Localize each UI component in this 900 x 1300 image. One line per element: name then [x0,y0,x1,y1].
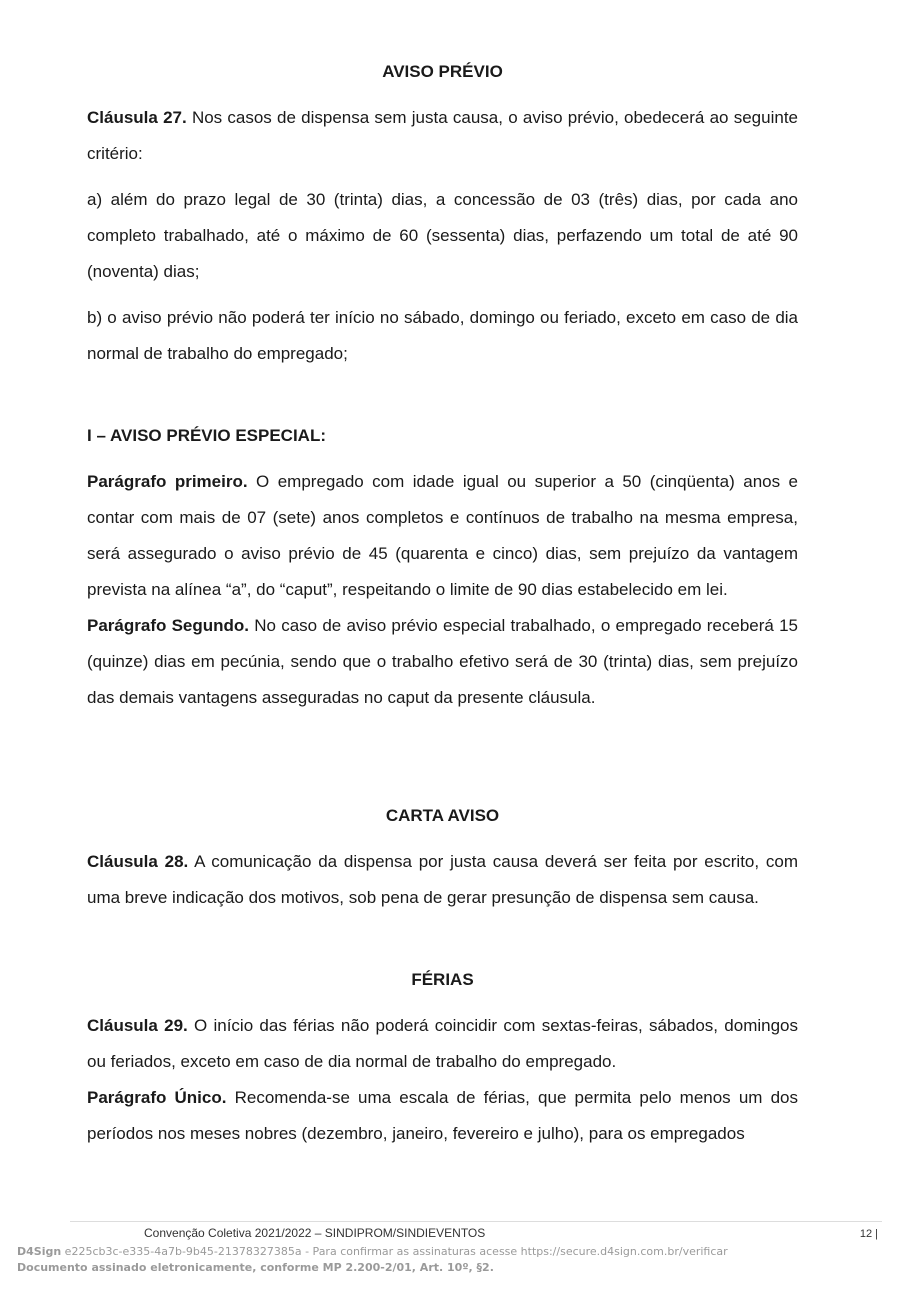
clause-27-label: Cláusula 27. [87,108,187,127]
clause-28-label: Cláusula 28. [87,852,189,871]
paragraph-primeiro [87,464,798,608]
clause-27-text: Nos casos de dispensa sem justa causa, o aviso prévio, obedecerá ao seguinte critério: [87,108,798,163]
page-footer [70,1221,882,1240]
paragraph-primeiro-text: O empregado com idade igual ou superior a 50 (cinqüenta) anos e contar com mais de 07 (sete) anos completos e contínuos de trabalho na mesma empresa, será assegurado o aviso prévio de 45 (quarenta e cinco) dias, sem prejuízo da vantagem prevista na alínea “a”, do “caput”, respeitando o limite de 90 dias estabelecido em lei. [87,472,799,599]
section-title-carta-aviso: CARTA AVISO [385,806,500,825]
document-page [87,54,798,1152]
paragraph-segundo [87,608,798,716]
clause-29-label: Cláusula 29. [87,1016,188,1035]
clause-29-text: O início das férias não poderá coincidir com sextas-feiras, sábados, domingos ou feriados, exceto em caso de dia normal de trabalho do empregado. [87,1016,798,1071]
clause-27 [87,100,798,172]
clause-27-item-b: b) o aviso prévio não poderá ter início no sábado, domingo ou feriado, exceto em caso de dia normal de trabalho do empregado; [87,308,798,363]
clause-28 [87,844,798,916]
section-title-aviso-previo-especial: I – AVISO PRÉVIO ESPECIAL: [87,426,326,445]
paragraph-unico-text: Recomenda-se uma escala de férias, que permita pelo menos um dos períodos nos meses nobres (dezembro, janeiro, fevereiro e julho), para os empregados [87,1088,798,1143]
paragraph-unico [87,1080,798,1152]
paragraph-unico-label: Parágrafo Único. [87,1088,227,1107]
signature-line-1 [17,1245,728,1258]
paragraph-primeiro-label: Parágrafo primeiro. [87,472,248,491]
clause-29 [87,1008,798,1080]
clause-28-text: A comunicação da dispensa por justa causa deverá ser feita por escrito, com uma breve indicação dos motivos, sob pena de gerar presunção de dispensa sem causa. [87,852,798,907]
signature-line-2: Documento assinado eletronicamente, conforme MP 2.200-2/01, Art. 10º, §2. [17,1261,494,1274]
section-title-ferias: FÉRIAS [411,970,474,989]
paragraph-segundo-text: No caso de aviso prévio especial trabalhado, o empregado receberá 15 (quinze) dias em pecúnia, sendo que o trabalho efetivo será de 30 (trinta) dias, sem prejuízo das demais vantagens asseguradas no caput da presente cláusula. [87,616,798,707]
signature-verification: e225cb3c-e335-4a7b-9b45-21378327385a - Para confirmar as assinaturas acesse https://secure.d4sign.com.br/verificar [61,1245,728,1258]
signature-brand: D4Sign [17,1245,62,1258]
section-title-aviso-previo: AVISO PRÉVIO [382,62,503,81]
paragraph-segundo-label: Parágrafo Segundo. [87,616,250,635]
page-number: 12 | [859,1228,878,1240]
footer-convention: Convenção Coletiva 2021/2022 – SINDIPROM/SINDIEVENTOS [144,1226,486,1240]
clause-27-item-a: a) além do prazo legal de 30 (trinta) dias, a concessão de 03 (três) dias, por cada ano completo trabalhado, até o máximo de 60 (sessenta) dias, perfazendo um total de até 90 (noventa) dias; [87,190,798,281]
